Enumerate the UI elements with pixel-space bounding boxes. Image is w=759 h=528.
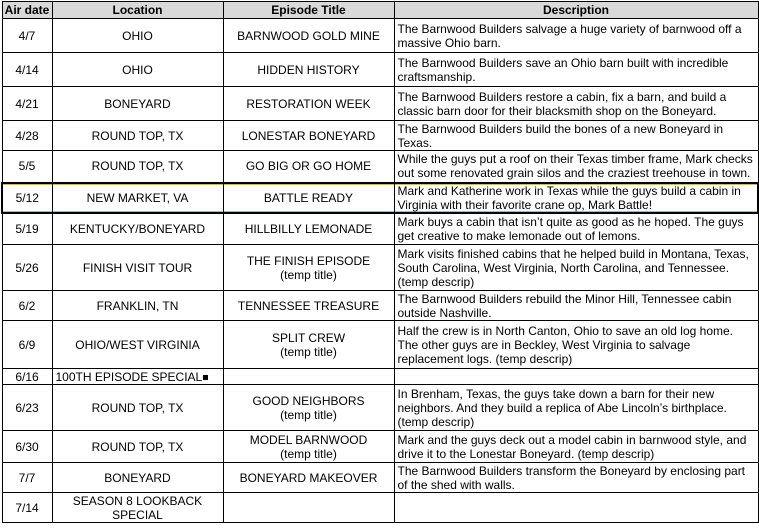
description-cell: Mark buys a cabin that isn’t quite as good as he hoped. The guys get creative to make lemonade out of lemons.: [394, 213, 758, 245]
episode-title: THE FINISH EPISODE: [246, 253, 371, 268]
episode-title: HIDDEN HISTORY: [257, 62, 360, 77]
header-row: [2, 2, 758, 19]
table-row: [2, 493, 758, 523]
air-date-cell: 4/14: [2, 53, 52, 87]
header-location: Location: [52, 2, 223, 19]
episode-title-cell: [223, 53, 394, 87]
episode-title: BONEYARD MAKEOVER: [239, 470, 378, 485]
air-date-cell: 5/5: [2, 151, 52, 183]
location-cell: SEASON 8 LOOKBACK SPECIAL: [52, 493, 223, 523]
header-description: Description: [394, 2, 758, 19]
location-cell: ROUND TOP, TX: [52, 385, 223, 431]
air-date-cell: 6/30: [2, 431, 52, 463]
episode-title: GO BIG OR GO HOME: [245, 159, 372, 174]
description-cell: The Barnwood Builders transform the Boneyard by enclosing part of the shed with walls.: [394, 463, 758, 493]
episode-title-cell: [223, 321, 394, 369]
description-cell: The Barnwood Builders salvage a huge variety of barnwood off a massive Ohio barn.: [394, 19, 758, 53]
location-cell: ROUND TOP, TX: [52, 121, 223, 151]
air-date-cell: 6/23: [2, 385, 52, 431]
episode-title-cell: [223, 291, 394, 321]
air-date-cell: 5/12: [2, 183, 52, 213]
location-text: 100TH EPISODE SPECIAL: [55, 369, 203, 384]
description-cell: The Barnwood Builders restore a cabin, fix a barn, and build a classic barn door for their blacksmith shop on the Boneyard.: [394, 87, 758, 121]
location-cell: FINISH VISIT TOUR: [52, 245, 223, 291]
table-row: [2, 463, 758, 493]
air-date-cell: 5/19: [2, 213, 52, 245]
description-cell: The Barnwood Builders rebuild the Minor Hill, Tennessee cabin outside Nashville.: [394, 291, 758, 321]
air-date-cell: 6/2: [2, 291, 52, 321]
episode-title-cell: [223, 385, 394, 431]
location-cell: [52, 369, 223, 385]
episode-title-cell: [223, 245, 394, 291]
episode-title-cell: [223, 19, 394, 53]
episode-title-cell: [223, 183, 394, 213]
episode-schedule-table: [1, 1, 759, 523]
location-cell: ROUND TOP, TX: [52, 151, 223, 183]
air-date-cell: 4/28: [2, 121, 52, 151]
episode-title: GOOD NEIGHBORS: [252, 393, 365, 408]
table-row-highlighted: [2, 183, 758, 213]
table-row: [2, 121, 758, 151]
description-cell: Half the crew is in North Canton, Ohio to save an old log home. The other guys are in Beckley, West Virginia to salvage replacement logs. (temp descrip): [394, 321, 758, 369]
episode-title: BATTLE READY: [263, 190, 354, 205]
table-row: [2, 213, 758, 245]
table-row: [2, 369, 758, 385]
episode-title-note: (temp title): [280, 446, 337, 461]
episode-title-cell: [223, 87, 394, 121]
episode-title: LONESTAR BONEYARD: [241, 128, 376, 143]
description-cell: While the guys put a roof on their Texas timber frame, Mark checks out some renovated grain silos and the craziest treehouse in town.: [394, 151, 758, 183]
air-date-cell: 7/7: [2, 463, 52, 493]
description-cell: The Barnwood Builders build the bones of a new Boneyard in Texas.: [394, 121, 758, 151]
description-cell: Mark and Katherine work in Texas while the guys build a cabin in Virginia with their favorite crane op, Mark Battle!: [394, 183, 758, 213]
description-cell: [394, 493, 758, 523]
air-date-cell: 6/9: [2, 321, 52, 369]
air-date-cell: 5/26: [2, 245, 52, 291]
header-air-date: Air date: [2, 2, 52, 19]
episode-title-cell: [223, 213, 394, 245]
location-cell: FRANKLIN, TN: [52, 291, 223, 321]
episode-title-cell: [223, 151, 394, 183]
header-episode-title: Episode Title: [223, 2, 394, 19]
location-cell: BONEYARD: [52, 463, 223, 493]
table-row: [2, 151, 758, 183]
air-date-cell: 6/16: [2, 369, 52, 385]
episode-title-cell: [223, 369, 394, 385]
air-date-cell: 4/7: [2, 19, 52, 53]
location-cell: BONEYARD: [52, 87, 223, 121]
episode-title: BARNWOOD GOLD MINE: [237, 28, 380, 43]
episode-title: SPLIT CREW: [271, 330, 346, 345]
episode-title-cell: [223, 121, 394, 151]
table-row: [2, 321, 758, 369]
description-cell: In Brenham, Texas, the guys take down a barn for their new neighbors. And they build a replica of Abe Lincoln’s birthplace. (temp descrip): [394, 385, 758, 431]
table-row: [2, 19, 758, 53]
table-row: [2, 87, 758, 121]
episode-title-note: (temp title): [280, 267, 337, 282]
air-date-cell: 7/14: [2, 493, 52, 523]
location-cell: NEW MARKET, VA: [52, 183, 223, 213]
marker-square-icon: [203, 375, 208, 380]
table-row: [2, 245, 758, 291]
table-row: [2, 53, 758, 87]
episode-title: MODEL BARNWOOD: [249, 432, 368, 447]
episode-title-cell: [223, 463, 394, 493]
air-date-cell: 4/21: [2, 87, 52, 121]
episode-title: HILLBILLY LEMONADE: [244, 221, 373, 236]
location-cell: KENTUCKY/BONEYARD: [52, 213, 223, 245]
episode-title: TENNESSEE TREASURE: [237, 298, 380, 313]
episode-title: RESTORATION WEEK: [246, 96, 371, 111]
table-row: [2, 385, 758, 431]
location-cell: OHIO: [52, 53, 223, 87]
table-row: [2, 431, 758, 463]
description-cell: [394, 369, 758, 385]
table-row: [2, 291, 758, 321]
episode-title-cell: [223, 493, 394, 523]
location-cell: ROUND TOP, TX: [52, 431, 223, 463]
location-cell: OHIO: [52, 19, 223, 53]
episode-title-cell: [223, 431, 394, 463]
episode-title-note: (temp title): [280, 344, 337, 359]
episode-title-note: (temp title): [280, 407, 337, 422]
description-cell: The Barnwood Builders save an Ohio barn built with incredible craftsmanship.: [394, 53, 758, 87]
description-cell: Mark visits finished cabins that he helped build in Montana, Texas, South Carolina, West Virginia, North Carolina, and Tennessee. (temp descrip): [394, 245, 758, 291]
description-cell: Mark and the guys deck out a model cabin in barnwood style, and drive it to the Lonestar Boneyard. (temp descrip): [394, 431, 758, 463]
location-cell: OHIO/WEST VIRGINIA: [52, 321, 223, 369]
